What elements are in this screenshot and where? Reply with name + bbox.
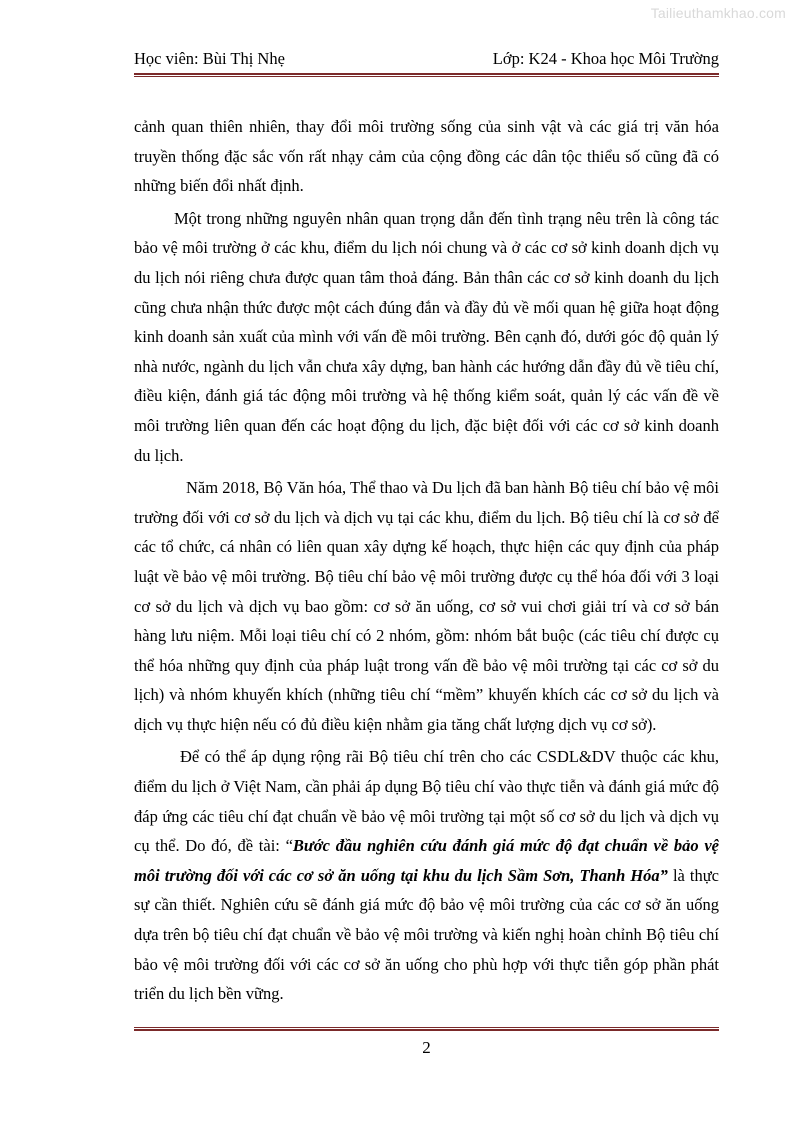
paragraph-4-intro: Để có thể áp dụng rộng rãi Bộ tiêu chí trên cho các CSDL&DV thuộc các khu, điểm du lịch ở Việt Nam, cần phải áp dụng Bộ tiêu chí vào thực tiễn và đánh giá mức độ đáp ứng các tiêu chí đạt chuẩn về bảo vệ môi trường tại một số cơ sở du lịch và dịch vụ cụ thể. Do đó, đề tài: “ [134,747,719,856]
watermark: Tailieuthamkhao.com [650,5,786,21]
paragraph-4-rest: là thực sự cần thiết. Nghiên cứu sẽ đánh giá mức độ bảo vệ môi trường của các cơ sở ăn uống dựa trên bộ tiêu chí đạt chuẩn về bảo vệ môi trường và kiến nghị hoàn chỉnh Bộ tiêu chí bảo vệ môi trường đối với các cơ sở ăn uống cho phù hợp với thực tiễn góp phần phát triển du lịch bền vững. [134,865,720,1004]
document-body [134,112,719,1012]
header-student-name: Học viên: Bùi Thị Nhẹ [134,49,285,68]
footer-divider [134,1027,719,1031]
page-number: 2 [422,1038,431,1057]
paragraph-3: Năm 2018, Bộ Văn hóa, Thể thao và Du lịch đã ban hành Bộ tiêu chí bảo vệ môi trường đối với cơ sở du lịch và dịch vụ tại các khu, điểm du lịch. Bộ tiêu chí là cơ sở để các tổ chức, cá nhân có liên quan xây dựng kế hoạch, thực hiện các quy định của pháp luật về bảo vệ môi trường. Bộ tiêu chí bảo vệ môi trường được cụ thể hóa đối với 3 loại cơ sở du lịch và dịch vụ bao gồm: cơ sở ăn uống, cơ sở vui chơi giải trí và cơ sở bán hàng lưu niệm. Mỗi loại tiêu chí có 2 nhóm, gồm: nhóm bắt buộc (các tiêu chí được cụ thể hóa những quy định của pháp luật trong vấn đề bảo vệ môi trường tại các cơ sở du lịch) và nhóm khuyến khích (những tiêu chí “mềm” khuyến khích các cơ sở du lịch và dịch vụ thực hiện nếu có đủ điều kiện nhằm gia tăng chất lượng dịch vụ cơ sở). [134,478,719,734]
paragraph-1: cảnh quan thiên nhiên, thay đổi môi trường sống của sinh vật và các giá trị văn hóa truyền thống đặc sắc vốn rất nhạy cảm của cộng đồng các dân tộc thiểu số cũng đã có những biến đổi nhất định. [134,117,719,196]
page-header [134,49,719,71]
thesis-title: Bước đầu nghiên cứu đánh giá mức độ đạt chuẩn về bảo vệ môi trường đối với các cơ sở ăn uống tại khu du lịch Sầm Sơn, Thanh Hóa” [134,836,719,885]
header-divider [134,73,719,77]
paragraph-2: Một trong những nguyên nhân quan trọng dẫn đến tình trạng nêu trên là công tác bảo vệ môi trường ở các khu, điểm du lịch nói chung và ở các cơ sở kinh doanh dịch vụ du lịch nói riêng chưa được quan tâm thoả đáng. Bản thân các cơ sở kinh doanh du lịch cũng chưa nhận thức được một cách đúng đắn và đầy đủ về mối quan hệ giữa hoạt động kinh doanh sản xuất của mình với vấn đề môi trường. Bên cạnh đó, dưới góc độ quản lý nhà nước, ngành du lịch vẫn chưa xây dựng, ban hành các hướng dẫn đầy đủ về tiêu chí, điều kiện, đánh giá tác động môi trường và hệ thống kiểm soát, quản lý các vấn đề về môi trường liên quan đến các hoạt động du lịch, đặc biệt đối với các cơ sở kinh doanh du lịch. [134,208,719,465]
header-class-name: Lớp: K24 - Khoa học Môi Trường [492,49,719,68]
paragraph-4 [134,742,719,1008]
